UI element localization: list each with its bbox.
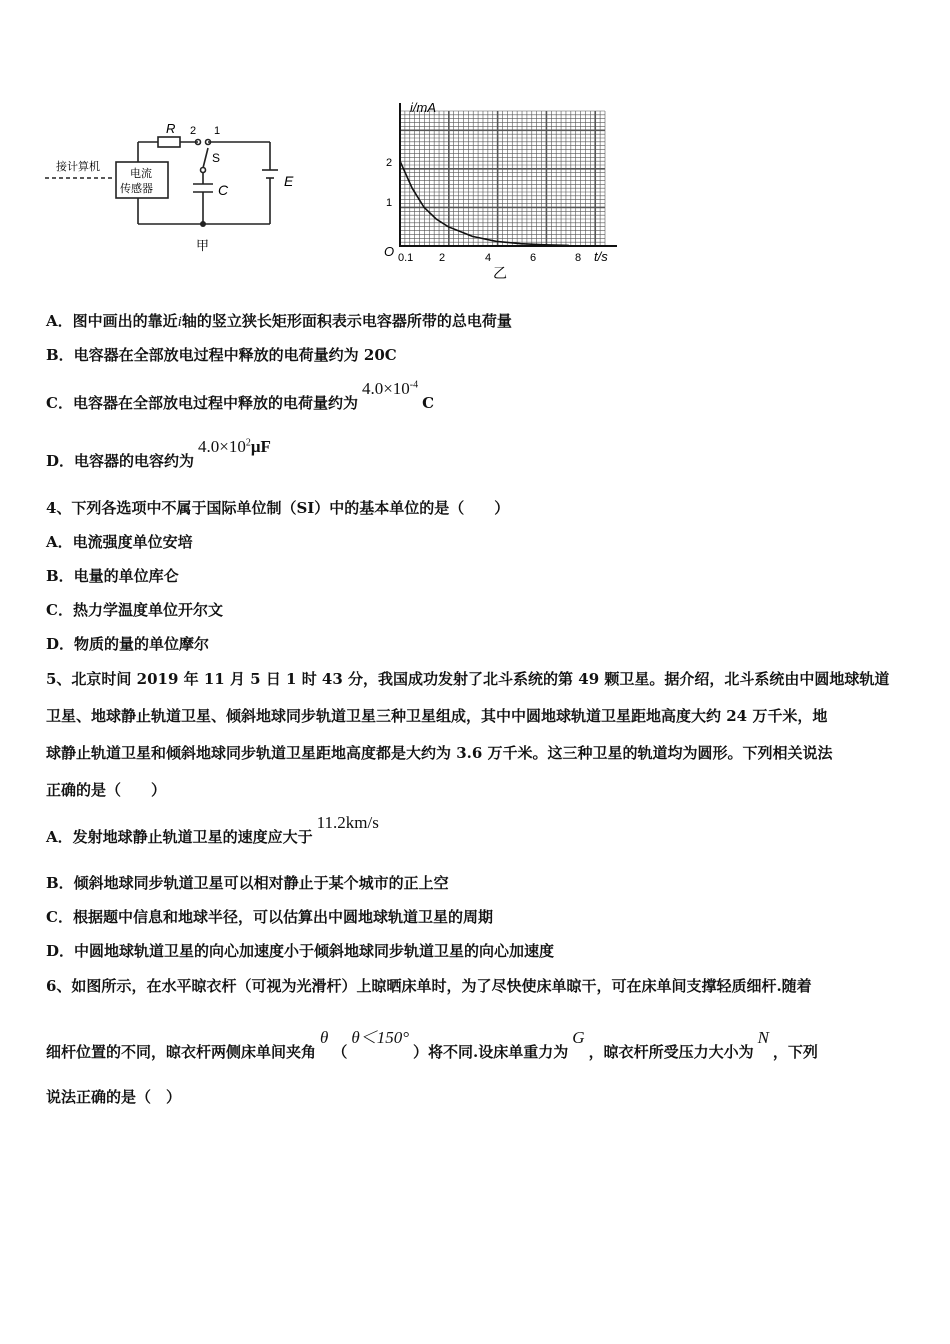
q4-option-a: A．电流强度单位安培 [46,533,193,551]
q3-option-c: C．电容器在全部放电过程中释放的电荷量约为$4.0\times 10^{-4}C$ [46,379,435,412]
x-tick-0.1: 0.1 [398,252,414,264]
y-tick-2: 2 [386,157,393,169]
q3-option-a: A．图中画出的靠近i轴的竖立狭长矩形面积表示电容器所带的总电荷量 [46,312,512,330]
figure-yi-caption: 乙 [493,265,507,281]
discharge-chart [380,96,630,281]
q4-option-b: B．电量的单位库仑 [46,567,179,585]
computer-label: 接计算机 [56,161,100,173]
q4-option-c: C．热力学温度单位开尔文 [46,601,223,619]
x-tick-8: 8 [575,252,582,264]
switch-label: S [212,151,221,165]
q6-stem-line1: 6、如图所示，在水平晾衣杆（可视为光滑杆）上晾晒床单时，为了尽快使床单晾干，可在床单间支撑轻质细杆.随着 [46,977,812,995]
origin-label: O [384,244,395,259]
resistor-label: R [166,121,176,136]
q5-option-a: A．发射地球静止轨道卫星的速度应大于11.2km/s [46,813,379,846]
x-tick-2: 2 [439,252,446,264]
chart-axes [400,103,617,246]
junction-dot [200,221,206,227]
q5-option-d: D．中圆地球轨道卫星的向心加速度小于倾斜地球同步轨道卫星的向心加速度 [46,942,555,960]
x-axis-label: t/s [594,249,608,264]
q6-stem-line2: 细杆位置的不同，晾衣杆两侧床单间夹角θ（θ＜150°）将不同.设床单重力为G，晾衣杆所受压力大小为N，下列 [46,1028,818,1061]
circuit-diagram [40,120,310,260]
q5-stem-line3: 球静止轨道卫星和倾斜地球同步轨道卫星距地高度都是大约为 3.6 万千米。这三种卫星的轨道均为圆形。下列相关说法 [46,744,833,762]
capacitor-label: C [218,182,229,198]
position-2-label: 2 [190,125,197,137]
q5-option-b: B．倾斜地球同步轨道卫星可以相对静止于某个城市的正上空 [46,874,449,892]
q5-stem-line1: 5、北京时间 2019 年 11 月 5 日 1 时 43 分，我国成功发射了北斗系统的第 49 颗卫星。据介绍，北斗系统由中圆地球轨道 [46,670,890,688]
q5-stem-line4: 正确的是（ ） [46,781,167,799]
sensor-label-line2: 传感器 [120,183,153,195]
battery-label: E [284,173,294,189]
x-tick-4: 4 [485,252,492,264]
q3-option-b: B．电容器在全部放电过程中释放的电荷量约为 20C [46,346,397,364]
y-axis-label: i/mA [410,100,436,115]
q4-stem: 4、下列各选项中不属于国际单位制（SI）中的基本单位的是（ ） [46,499,510,517]
q5-option-c: C．根据题中信息和地球半径，可以估算出中圆地球轨道卫星的周期 [46,908,493,926]
q4-option-d: D．物质的量的单位摩尔 [46,635,210,653]
q3-option-d: D．电容器的电容约为$4.0\times 10^2\mu F$ [46,437,271,470]
q6-stem-line3: 说法正确的是（ ） [46,1088,182,1106]
y-tick-1: 1 [386,197,393,209]
x-tick-6: 6 [530,252,537,264]
discharge-curve [400,161,569,245]
position-1-label: 1 [214,125,221,137]
figure-jia-caption: 甲 [196,238,210,253]
sensor-label-line1: 电流 [130,168,152,180]
q5-stem-line2: 卫星、地球静止轨道卫星、倾斜地球同步轨道卫星三种卫星组成，其中中圆地球轨道卫星距地高度大约 24 万千米，地 [46,707,828,725]
